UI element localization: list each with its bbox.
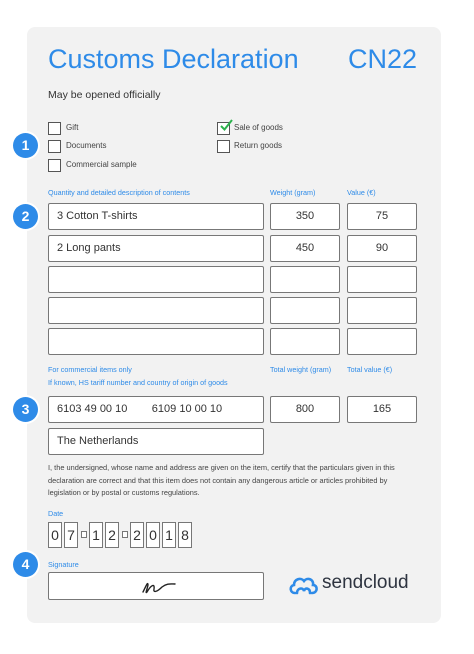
country-of-origin-field[interactable]: The Netherlands bbox=[48, 428, 264, 455]
date-digit[interactable]: 1 bbox=[89, 522, 103, 548]
checkbox-documents[interactable] bbox=[48, 140, 61, 153]
signature-scribble-icon bbox=[49, 573, 265, 601]
value-header: Value (€) bbox=[347, 188, 376, 197]
checkbox-return-goods[interactable] bbox=[217, 140, 230, 153]
checkmark-icon bbox=[219, 119, 233, 133]
form-code: CN22 bbox=[348, 44, 418, 74]
hs-tariff-header: If known, HS tariff number and country of origin of goods bbox=[48, 378, 228, 387]
item-weight-field[interactable]: 450 bbox=[270, 235, 340, 262]
date-digit[interactable]: 0 bbox=[48, 522, 62, 548]
date-digit[interactable]: 1 bbox=[162, 522, 176, 548]
weight-header: Weight (gram) bbox=[270, 188, 316, 197]
step-badge-1: 1 bbox=[13, 133, 38, 158]
date-digit[interactable]: 8 bbox=[178, 522, 192, 548]
total-weight-field[interactable]: 800 bbox=[270, 396, 340, 423]
total-weight-header: Total weight (gram) bbox=[270, 365, 332, 374]
checkbox-gift[interactable] bbox=[48, 122, 61, 135]
date-digit[interactable]: 2 bbox=[130, 522, 144, 548]
date-label: Date bbox=[48, 509, 64, 518]
checkbox-sale-of-goods-label: Sale of goods bbox=[234, 123, 283, 132]
sendcloud-cloud-icon bbox=[287, 573, 319, 597]
item-description-field[interactable] bbox=[48, 266, 264, 293]
checkbox-documents-label: Documents bbox=[66, 141, 107, 150]
item-description-field[interactable]: 2 Long pants bbox=[48, 235, 264, 262]
total-value-field[interactable]: 165 bbox=[347, 396, 417, 423]
checkbox-sale-of-goods[interactable] bbox=[217, 122, 230, 135]
item-weight-field[interactable] bbox=[270, 328, 340, 355]
date-digit[interactable]: 0 bbox=[146, 522, 160, 548]
commercial-header: For commercial items only bbox=[48, 365, 132, 374]
date-separator bbox=[81, 531, 87, 538]
checkbox-return-goods-label: Return goods bbox=[234, 141, 283, 150]
checkbox-commercial-sample[interactable] bbox=[48, 159, 61, 172]
form-subtitle: May be opened officially bbox=[48, 89, 161, 101]
date-separator bbox=[122, 531, 128, 538]
declaration-text: I, the undersigned, whose name and address are given on the item, certify that the particulars given in this declaration are correct and that this item does not contain any dangerous article or articles prohibited by legislation or by postal or customs regulations. bbox=[48, 463, 395, 497]
step-badge-3: 3 bbox=[13, 397, 38, 422]
sendcloud-logo-text: sendcloud bbox=[322, 572, 409, 593]
item-weight-field[interactable] bbox=[270, 297, 340, 324]
step-badge-2: 2 bbox=[13, 204, 38, 229]
item-weight-field[interactable]: 350 bbox=[270, 203, 340, 230]
signature-field[interactable] bbox=[48, 572, 264, 600]
step-badge-4: 4 bbox=[13, 552, 38, 577]
date-digit[interactable]: 7 bbox=[64, 522, 78, 548]
date-digit[interactable]: 2 bbox=[105, 522, 119, 548]
item-description-field[interactable]: 3 Cotton T-shirts bbox=[48, 203, 264, 230]
item-description-field[interactable] bbox=[48, 328, 264, 355]
checkbox-gift-label: Gift bbox=[66, 123, 79, 132]
total-value-header: Total value (€) bbox=[347, 365, 393, 374]
form-title: Customs Declaration bbox=[48, 44, 299, 74]
item-value-field[interactable]: 90 bbox=[347, 235, 417, 262]
item-value-field[interactable] bbox=[347, 297, 417, 324]
description-header: Quantity and detailed description of contents bbox=[48, 188, 190, 197]
hs-tariff-field[interactable]: 6103 49 00 10 6109 10 00 10 bbox=[48, 396, 264, 423]
item-description-field[interactable] bbox=[48, 297, 264, 324]
item-weight-field[interactable] bbox=[270, 266, 340, 293]
item-value-field[interactable] bbox=[347, 328, 417, 355]
item-value-field[interactable]: 75 bbox=[347, 203, 417, 230]
signature-label: Signature bbox=[48, 560, 79, 569]
checkbox-commercial-sample-label: Commercial sample bbox=[66, 160, 137, 169]
item-value-field[interactable] bbox=[347, 266, 417, 293]
